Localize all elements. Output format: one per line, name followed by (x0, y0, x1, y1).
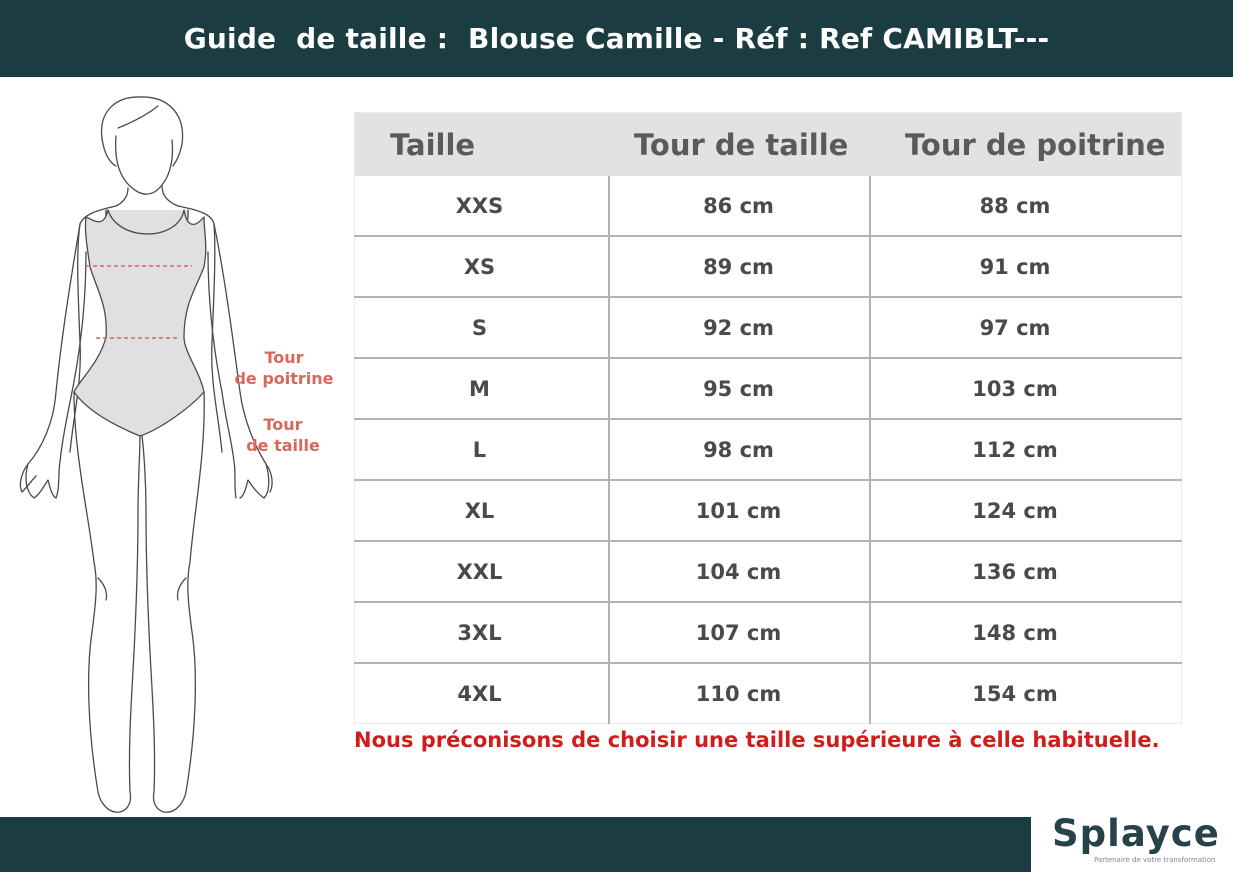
cell-tour-de-taille: 101 cm (609, 480, 870, 541)
brand-logo (1040, 812, 1230, 870)
cell-tour-de-poitrine: 136 cm (870, 541, 1182, 602)
body-figure (8, 92, 338, 816)
recommendation-note: Nous préconisons de choisir une taille supérieure à celle habituelle. (354, 728, 1160, 752)
table-row (355, 663, 1182, 724)
cell-tour-de-taille: 110 cm (609, 663, 870, 724)
footer-bar (0, 817, 1031, 872)
cell-tour-de-taille: 92 cm (609, 297, 870, 358)
cell-tour-de-poitrine: 88 cm (979, 193, 1051, 218)
header-tour-de-taille: Tour de taille (609, 113, 870, 177)
table-row (355, 602, 1182, 663)
cell-tour-de-taille: 98 cm (609, 419, 870, 480)
page-header (0, 0, 1233, 77)
page-title: Guide de taille : Blouse Camille - Réf : Ref CAMIBLT--- (183, 22, 1050, 55)
cell-tour-de-poitrine: 112 cm (870, 419, 1182, 480)
cell-taille: XXL (355, 541, 610, 602)
table-row (355, 480, 1182, 541)
cell-taille: 3XL (355, 602, 610, 663)
header-tour-de-poitrine: Tour de poitrine (870, 113, 1182, 177)
cell-tour-de-poitrine: 148 cm (870, 602, 1182, 663)
cell-tour-de-poitrine: 103 cm (870, 358, 1182, 419)
table-row (355, 541, 1182, 602)
cell-taille: S (355, 297, 610, 358)
brand-tagline: Partenaire de votre transformation (1094, 856, 1216, 864)
brand-name: Splayce (1052, 812, 1220, 855)
chest-label: Tour de poitrine (234, 348, 334, 388)
waist-label: Tour de taille (246, 415, 320, 455)
cell-tour-de-poitrine: 154 cm (870, 663, 1182, 724)
cell-taille: 4XL (355, 663, 610, 724)
cell-taille: XL (355, 480, 610, 541)
table-row (355, 419, 1182, 480)
table-row (355, 297, 1182, 358)
cell-taille: L (355, 419, 610, 480)
cell-tour-de-taille: 86 cm (609, 176, 870, 236)
cell-taille: XS (355, 236, 610, 297)
table-row (355, 358, 1182, 419)
cell-tour-de-taille: 104 cm (609, 541, 870, 602)
header-taille: Taille (355, 113, 610, 177)
cell-tour-de-poitrine: 97 cm (870, 297, 1182, 358)
size-table (354, 112, 1182, 724)
cell-tour-de-poitrine: 124 cm (870, 480, 1182, 541)
table-row (355, 236, 1182, 297)
cell-tour-de-taille: 107 cm (609, 602, 870, 663)
cell-tour-de-poitrine: 91 cm (870, 236, 1182, 297)
cell-taille: XXS (355, 176, 610, 236)
cell-tour-de-taille: 89 cm (609, 236, 870, 297)
table-row (355, 176, 1182, 236)
cell-tour-de-taille: 95 cm (609, 358, 870, 419)
table-header-row (355, 113, 1182, 177)
cell-taille: M (355, 358, 610, 419)
